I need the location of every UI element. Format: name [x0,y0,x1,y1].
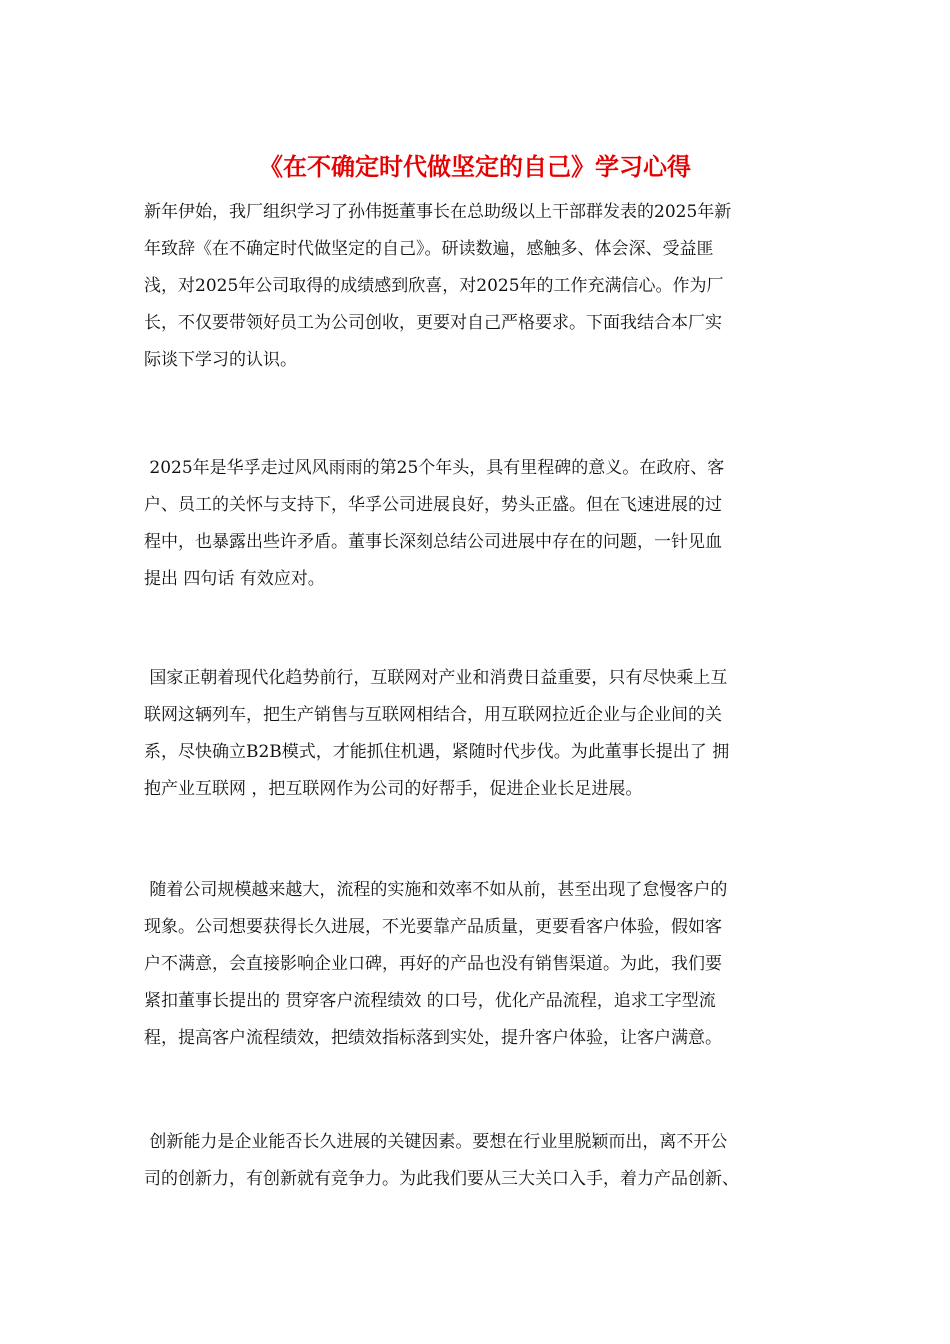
paragraph-line: 国家正朝着现代化趋势前行，互联网对产业和消费日益重要，只有尽快乘上互 [144,668,728,688]
paragraph-line: 浅，对2025年公司取得的成绩感到欣喜，对2025年的工作充满信心。作为厂 [144,276,724,296]
paragraph-line: 紧扣董事长提出的 贯穿客户流程绩效 的口号，优化产品流程，追求工字型流 [144,991,716,1011]
paragraph-line: 联网这辆列车，把生产销售与互联网相结合，用互联网拉近企业与企业间的关 [144,705,722,725]
paragraph-line: 程，提高客户流程绩效，把绩效指标落到实处，提升客户体验，让客户满意。 [144,1028,722,1048]
paragraph-4 [144,872,804,1057]
paragraph-line: 际谈下学习的认识。 [144,350,297,370]
paragraph-line: 新年伊始，我厂组织学习了孙伟挺董事长在总助级以上干部群发表的2025年新 [144,202,732,222]
paragraph-line: 随着公司规模越来越大，流程的实施和效率不如从前，甚至出现了怠慢客户的 [144,880,728,900]
paragraph-line: 户、员工的关怀与支持下，华孚公司进展良好，势头正盛。但在飞速进展的过 [144,495,722,515]
paragraph-line: 2025年是华孚走过风风雨雨的第25个年头，具有里程碑的意义。在政府、客 [144,458,725,478]
paragraph-3 [144,660,804,808]
paragraph-line: 程中，也暴露出些许矛盾。董事长深刻总结公司进展中存在的问题，一针见血 [144,532,722,552]
paragraph-line: 司的创新力，有创新就有竞争力。为此我们要从三大关口入手，着力产品创新、 [144,1169,739,1189]
paragraph-line: 提出 四句话 有效应对。 [144,569,325,589]
document-title: 《在不确定时代做坚定的自己》学习心得 [259,152,691,181]
paragraph-line: 系，尽快确立B2B模式，才能抓住机遇，紧随时代步伐。为此董事长提出了 拥 [144,742,730,762]
paragraph-line: 户不满意，会直接影响企业口碑，再好的产品也没有销售渠道。为此，我们要 [144,954,722,974]
paragraph-line: 长，不仅要带领好员工为公司创收，更要对自己严格要求。下面我结合本厂实 [144,313,722,333]
paragraph-line: 年致辞《在不确定时代做坚定的自己》。研读数遍，感触多、体会深、受益匪 [144,239,714,259]
paragraph-1 [144,194,804,379]
paragraph-line: 抱产业互联网 ，把互联网作为公司的好帮手，促进企业长足进展。 [144,779,643,799]
paragraph-5 [144,1124,804,1198]
paragraph-line: 创新能力是企业能否长久进展的关键因素。要想在行业里脱颖而出，离不开公 [144,1132,728,1152]
paragraph-2 [144,450,804,598]
paragraph-line: 现象。公司想要获得长久进展，不光要靠产品质量，更要看客户体验，假如客 [144,917,722,937]
